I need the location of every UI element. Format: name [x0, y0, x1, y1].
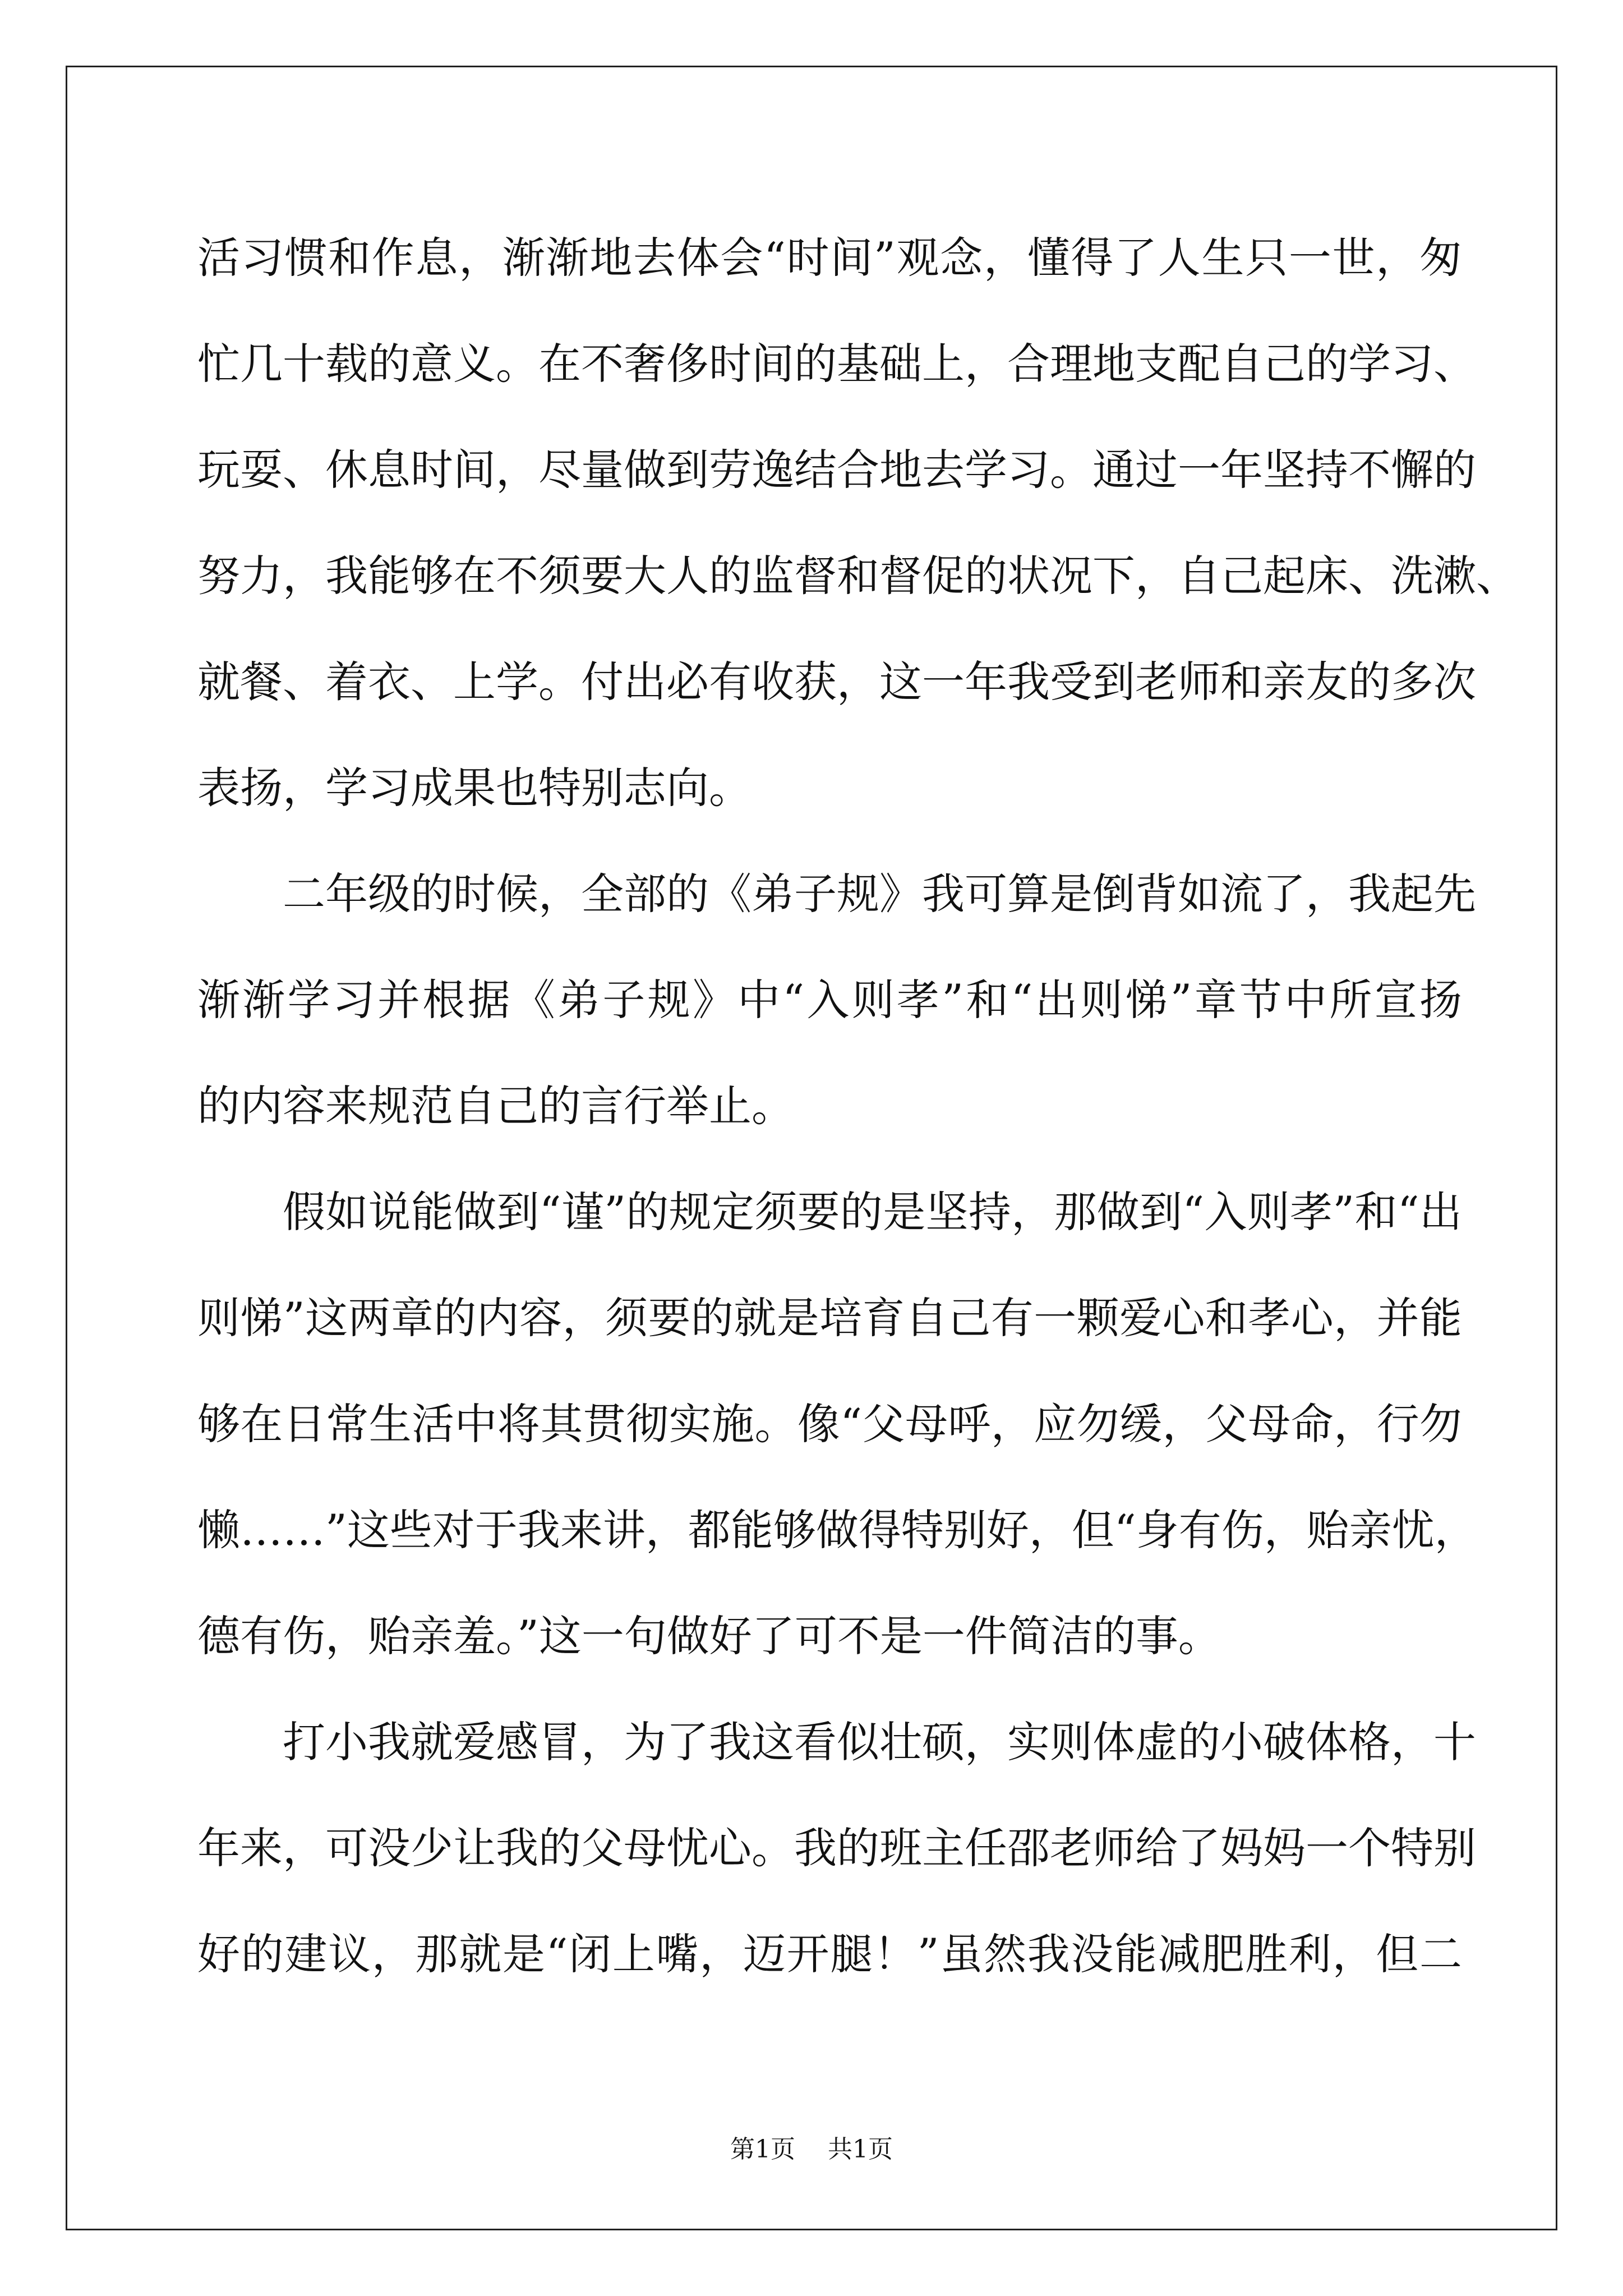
- text-line: 德有伤，贻亲羞。”这一句做好了可不是一件简洁的事。: [197, 1611, 1221, 1661]
- text-line: 忙几十载的意义。在不奢侈时间的基础上，合理地支配自己的学习、: [197, 339, 1476, 389]
- text-line: 够在日常生活中将其贯彻实施。像“父母呼，应勿缓，父母命，行勿: [197, 1399, 1462, 1449]
- text-line: 玩耍、休息时间，尽量做到劳逸结合地去学习。通过一年坚持不懈的: [197, 445, 1476, 495]
- text-line: 打小我就爱感冒，为了我这看似壮硕，实则体虚的小破体格，十: [283, 1717, 1476, 1767]
- text-line: 好的建议，那就是“闭上嘴，迈开腿！”虽然我没能减肥胜利，但二: [197, 1929, 1462, 1979]
- page-footer: [0, 2129, 1623, 2165]
- page-total: 共1页: [828, 2135, 893, 2164]
- text-line: 假如说能做到“谨”的规定须要的是坚持，那做到“入则孝”和“出: [283, 1187, 1462, 1237]
- text-line: 年来，可没少让我的父母忧心。我的班主任邵老师给了妈妈一个特别: [197, 1823, 1476, 1873]
- text-line: 懒……”这些对于我来讲，都能够做得特别好，但“身有伤，贻亲忧，: [197, 1505, 1477, 1555]
- text-line: 则悌”这两章的内容，须要的就是培育自己有一颗爱心和孝心，并能: [197, 1293, 1462, 1343]
- text-line: 渐渐学习并根据《弟子规》中“入则孝”和“出则悌”章节中所宣扬: [197, 975, 1462, 1025]
- text-line: 二年级的时候，全部的《弟子规》我可算是倒背如流了，我起先: [283, 869, 1476, 919]
- text-line: 就餐、着衣、上学。付出必有收获，这一年我受到老师和亲友的多次: [197, 657, 1476, 707]
- text-line: 表扬，学习成果也特别志向。: [197, 763, 751, 813]
- text-line: 的内容来规范自己的言行举止。: [197, 1081, 794, 1131]
- text-line: 活习惯和作息，渐渐地去体会“时间”观念，懂得了人生只一世，匆: [197, 233, 1462, 283]
- document-body: [197, 205, 1519, 2007]
- page-number: 第1页: [730, 2135, 795, 2164]
- text-line: 努力，我能够在不须要大人的监督和督促的状况下，自己起床、洗漱、: [197, 551, 1519, 601]
